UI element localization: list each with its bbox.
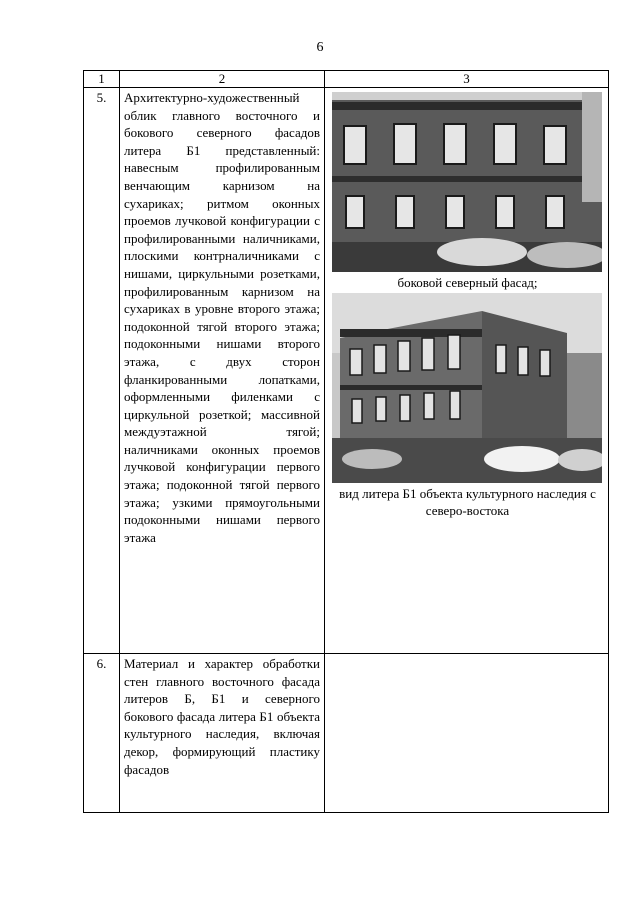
page-number: 6 xyxy=(316,40,324,55)
row-number: 5. xyxy=(96,90,107,105)
column-header-2: 2 xyxy=(120,71,325,88)
monument-table xyxy=(83,70,609,813)
column-header-3: 3 xyxy=(325,71,609,88)
column-header-1: 1 xyxy=(84,71,120,88)
empty-cell xyxy=(325,654,609,813)
north-facade-photo xyxy=(332,92,602,272)
photo-caption-north: боковой северный фасад; xyxy=(397,275,538,290)
table-row xyxy=(84,654,609,813)
row-description: Архитектурно-художественный облик главного восточного и бокового северного фасадов литера Б1 представленный: навесным профилированным венчающим карнизом на сухариках; ритмом оконных проемов лучковой конфигурации с профилированными наличниками, плоскими контрналичниками с нишами, циркульными розетками, профилированным карнизом на сухариках в уровне второго этажа; подоконной тягой второго этажа; подоконными нишами второго этажа, с двух сторон фланкированными лопатками, оформленными филенками с циркульной розеткой; массивной междуэтажной тягой; наличниками оконных проемов лучковой конфигурации первого этажа; подоконной тягой первого этажа; узкими прямоугольными подоконными нишами первого этажа xyxy=(124,90,320,545)
row-number: 6. xyxy=(96,656,107,671)
table-header-row xyxy=(84,71,609,88)
photo-caption-northeast: вид литера Б1 объекта культурного наследия с северо-востока xyxy=(339,486,596,518)
table-row xyxy=(84,88,609,654)
row-description: Материал и характер обработки стен главного восточного фасада литеров Б, Б1 и северного бокового фасада литера Б1 объекта культурного наследия, включая декор, формирующий пластику фасадов xyxy=(124,656,320,777)
northeast-view-photo xyxy=(332,293,602,483)
